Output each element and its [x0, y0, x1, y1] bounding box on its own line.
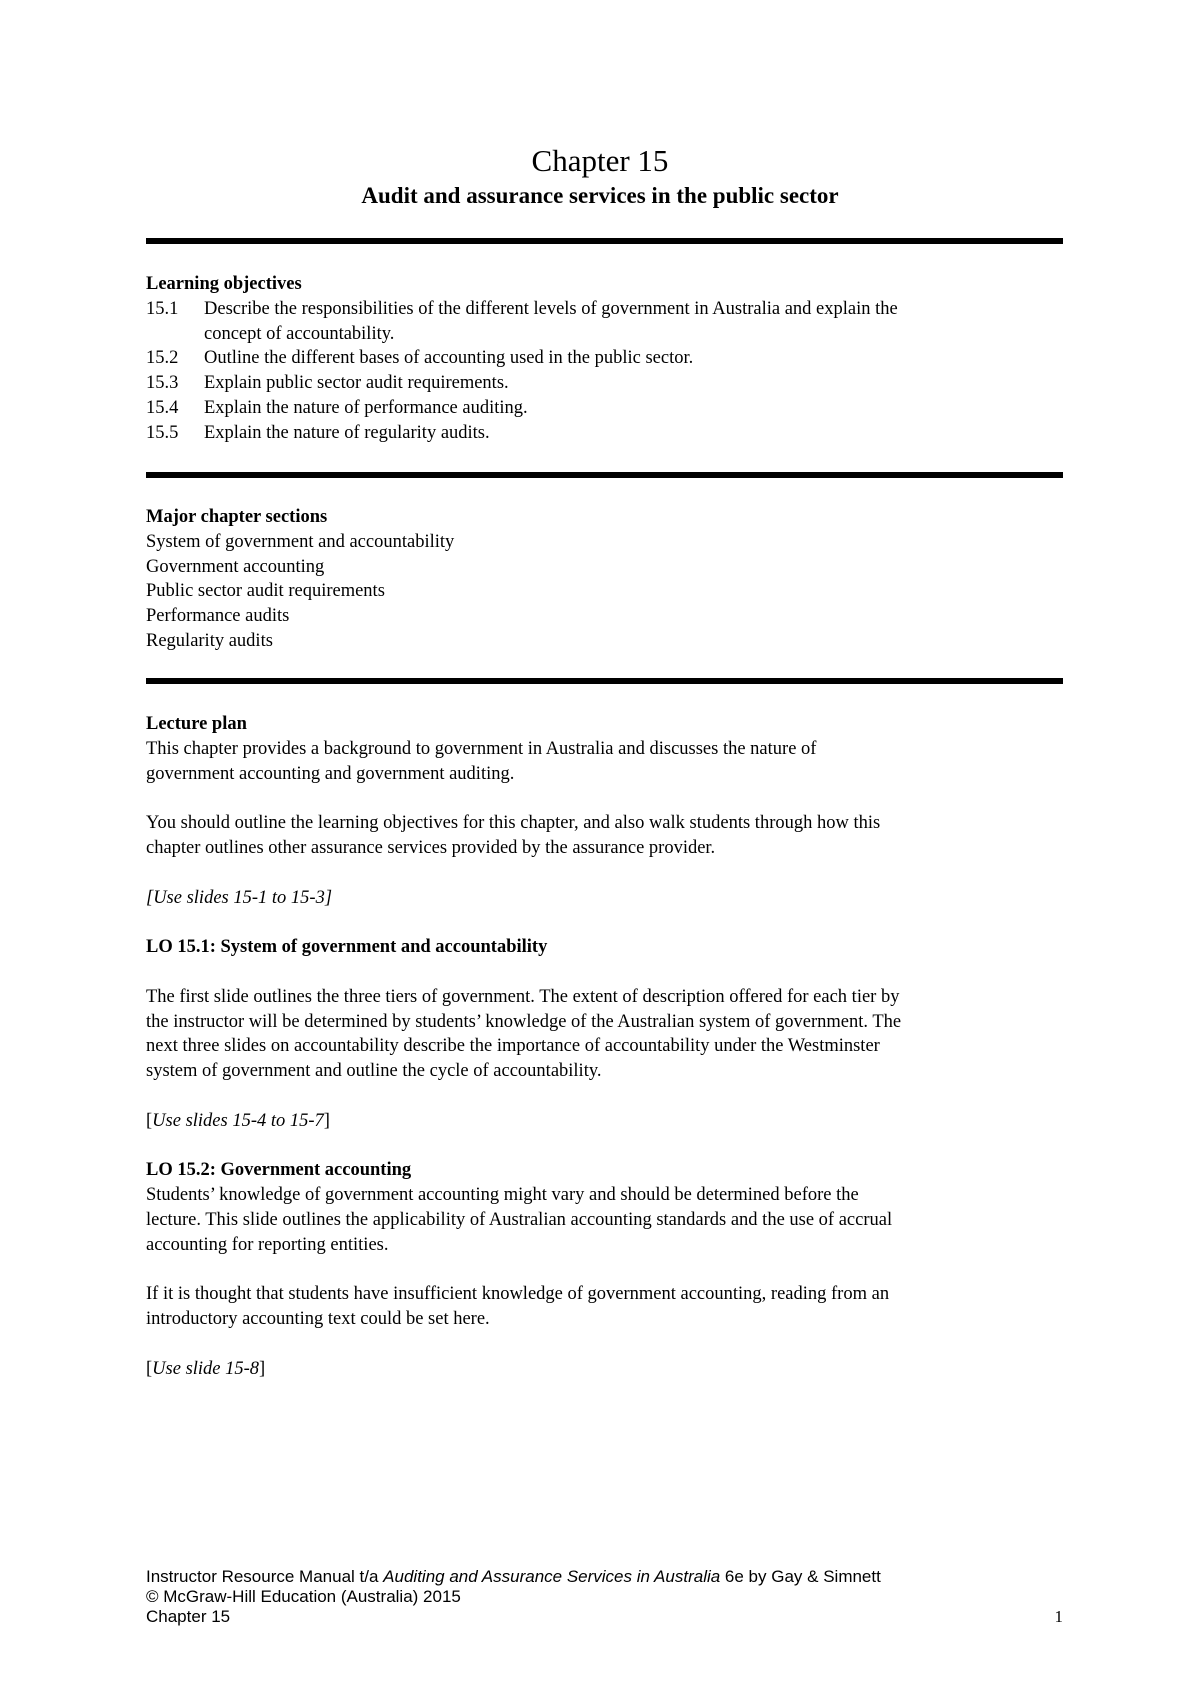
bracket-close: ] — [323, 1110, 330, 1131]
divider-rule — [146, 238, 1063, 244]
lo-15-2-heading: LO 15.2: Government accounting — [146, 1160, 412, 1181]
body-text: If it is thought that students have insufficient knowledge of government accounting, reading from an — [146, 1284, 890, 1305]
objective-text: Explain the nature of performance auditing. — [204, 397, 528, 418]
lecture-plan-section — [146, 712, 1063, 1382]
divider-rule — [146, 472, 1063, 478]
learning-objectives-section — [146, 272, 1063, 446]
body-text: government accounting and government auditing. — [146, 763, 515, 784]
objective-number: 15.1 — [146, 298, 179, 319]
slide-reference — [146, 1109, 1063, 1134]
footer-text: Instructor Resource Manual t/a — [146, 1567, 384, 1586]
section-item: Government accounting — [146, 556, 325, 577]
objective-text: concept of accountability. — [204, 323, 395, 344]
objective-number: 15.4 — [146, 397, 179, 418]
section-item: Regularity audits — [146, 630, 273, 651]
body-text: introductory accounting text could be set here. — [146, 1309, 490, 1330]
section-item: Public sector audit requirements — [146, 581, 385, 602]
bracket-open: [ — [146, 1110, 153, 1131]
chapter-subtitle: Audit and assurance services in the public sector — [361, 183, 839, 208]
footer-copyright: © McGraw-Hill Education (Australia) 2015 — [146, 1587, 461, 1606]
chapter-title: Chapter 15 — [531, 143, 669, 178]
page-number: 1 — [1054, 1607, 1063, 1626]
objective-number: 15.5 — [146, 422, 179, 443]
objective-item — [146, 421, 1063, 446]
objective-item — [146, 346, 1063, 371]
objective-text: Explain public sector audit requirements. — [204, 373, 509, 394]
body-text: This chapter provides a background to government in Australia and discusses the nature of — [146, 738, 817, 759]
body-text: the instructor will be determined by students’ knowledge of the Australian system of government. The — [146, 1011, 902, 1032]
slide-reference — [146, 1357, 1063, 1382]
section-item: System of government and accountability — [146, 531, 455, 552]
objective-text: Outline the different bases of accounting used in the public sector. — [204, 348, 694, 369]
major-sections-heading: Major chapter sections — [146, 507, 328, 527]
page-footer — [146, 1567, 1063, 1627]
major-sections — [146, 505, 1063, 654]
objective-text: Explain the nature of regularity audits. — [204, 422, 490, 443]
lo-15-1-heading: LO 15.1: System of government and accountability — [146, 937, 548, 958]
body-text: The first slide outlines the three tiers of government. The extent of description offered for each tier by — [146, 986, 900, 1007]
body-text: lecture. This slide outlines the applicability of Australian accounting standards and the use of accrual — [146, 1209, 893, 1230]
objective-text: Describe the responsibilities of the different levels of government in Australia and explain the — [204, 298, 898, 319]
objective-item — [146, 297, 1063, 347]
objective-item — [146, 396, 1063, 421]
divider-rule — [146, 678, 1063, 684]
bracket-close: ] — [259, 1358, 266, 1379]
slide-reference: [Use slides 15-1 to 15-3] — [146, 887, 333, 908]
bracket-open: [ — [146, 1358, 153, 1379]
slide-reference-text: Use slide 15-8 — [152, 1358, 260, 1379]
footer-text: 6e by Gay & Simnett — [720, 1567, 881, 1586]
footer-credit — [146, 1567, 1063, 1587]
section-item: Performance audits — [146, 606, 290, 627]
lecture-plan-heading: Lecture plan — [146, 714, 247, 734]
objective-number: 15.3 — [146, 373, 179, 394]
learning-objectives-heading: Learning objectives — [146, 274, 302, 294]
body-text: Students’ knowledge of government accounting might vary and should be determined before the — [146, 1185, 859, 1206]
body-text: You should outline the learning objectives for this chapter, and also walk students through how this — [146, 813, 881, 834]
body-text: accounting for reporting entities. — [146, 1234, 389, 1255]
body-text: chapter outlines other assurance services provided by the assurance provider. — [146, 837, 716, 858]
body-text: next three slides on accountability describe the importance of accountability under the Westminster — [146, 1036, 880, 1057]
objective-number: 15.2 — [146, 348, 179, 369]
footer-chapter: Chapter 15 — [146, 1607, 231, 1626]
body-text: system of government and outline the cycle of accountability. — [146, 1061, 602, 1082]
footer-book-title: Auditing and Assurance Services in Australia — [383, 1567, 721, 1586]
objective-item — [146, 371, 1063, 396]
slide-reference-text: Use slides 15-4 to 15-7 — [152, 1110, 324, 1131]
